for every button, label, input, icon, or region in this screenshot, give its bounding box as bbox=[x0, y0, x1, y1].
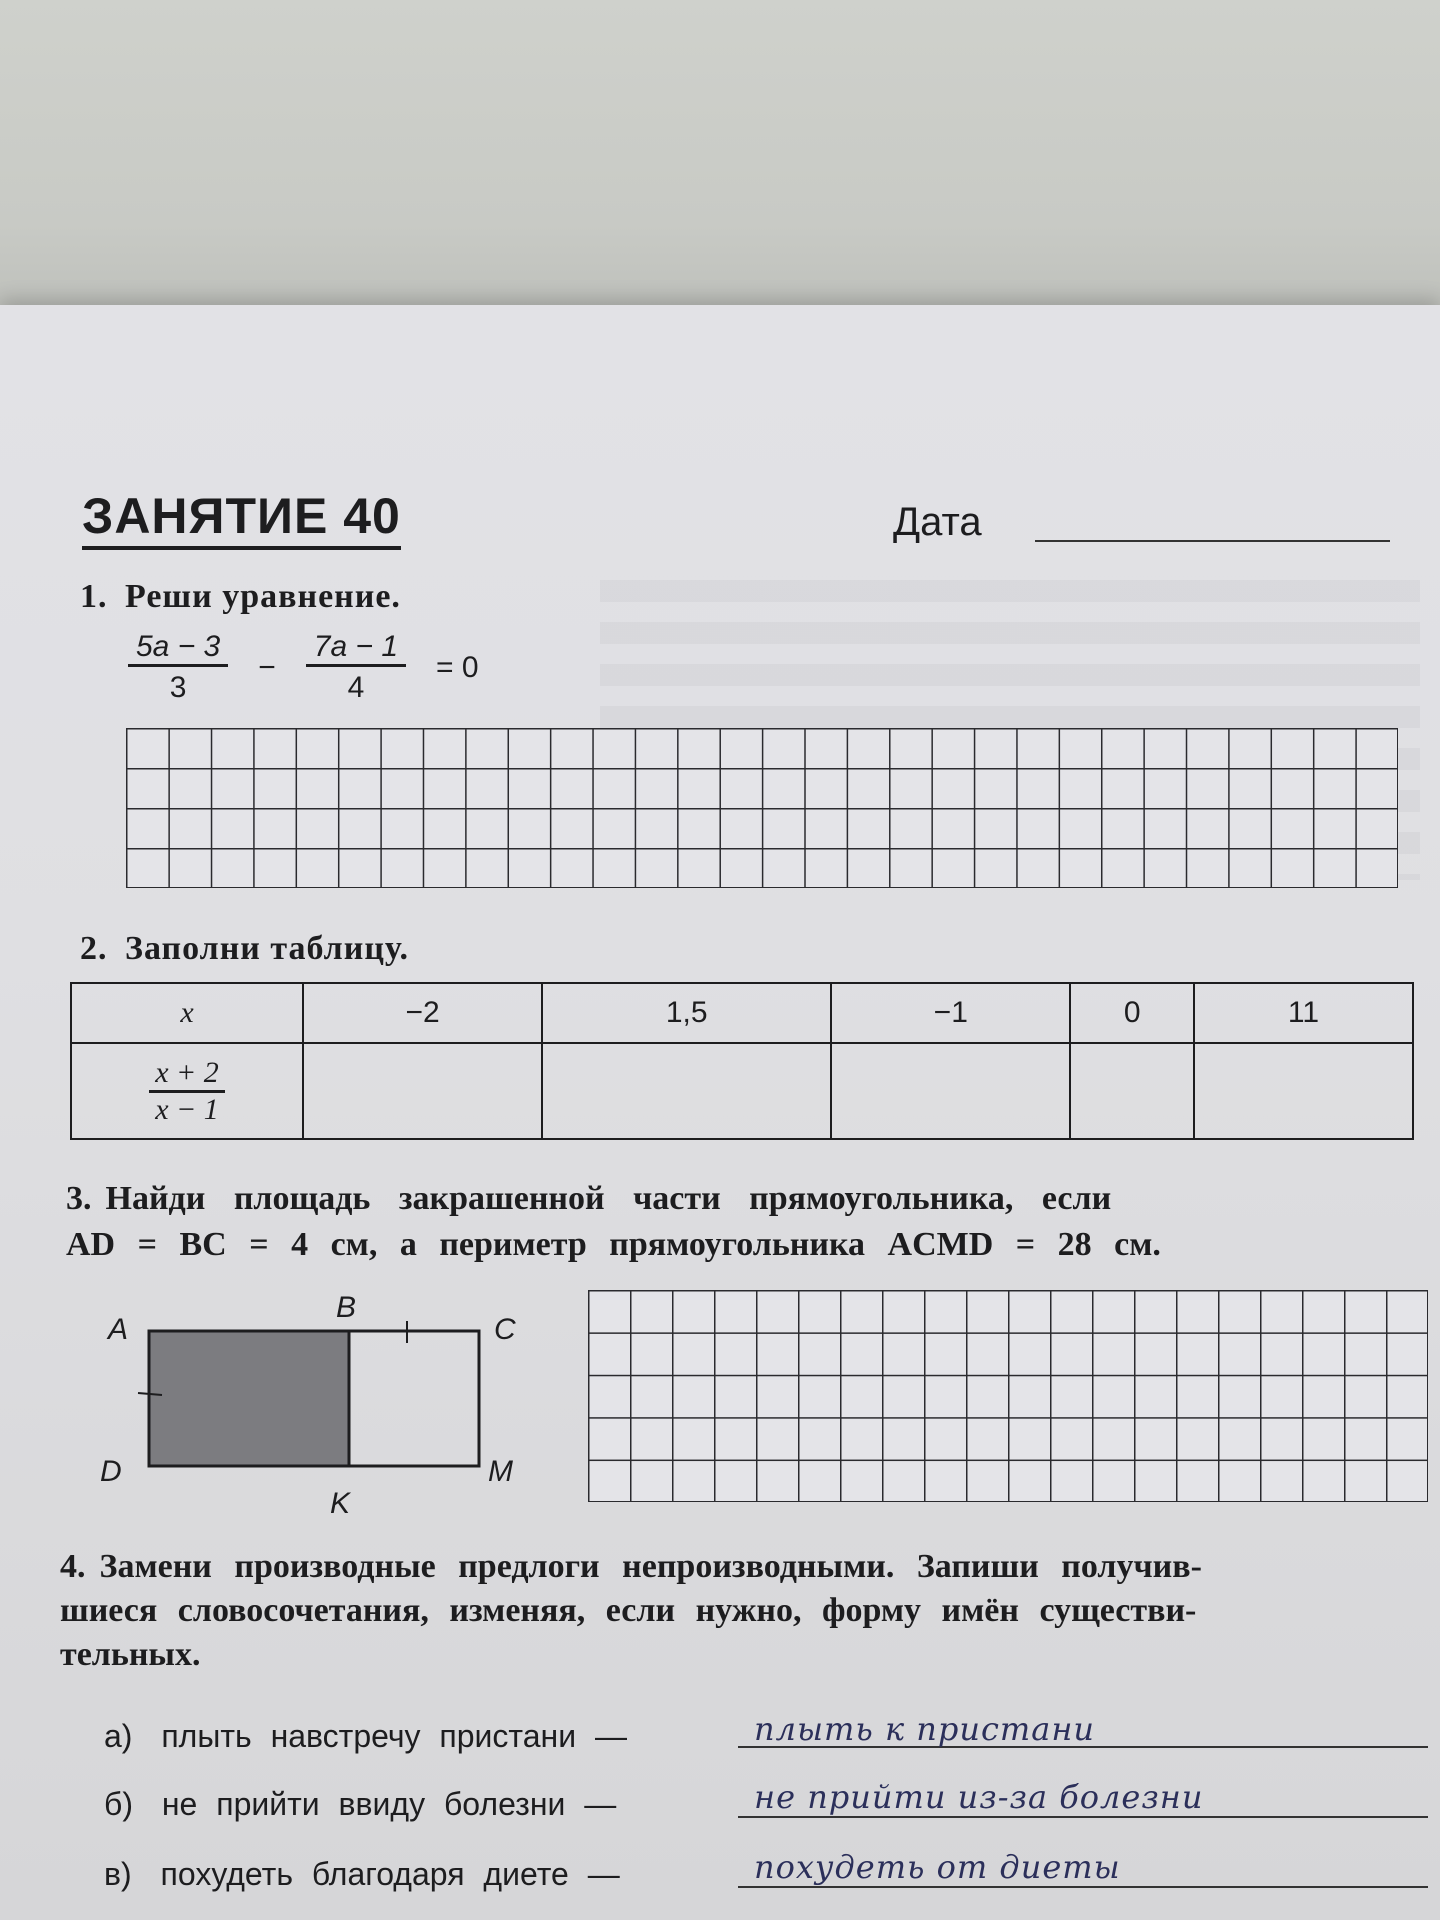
task1-text: Реши уравнение. bbox=[125, 578, 401, 615]
item-letter: в) bbox=[104, 1856, 132, 1892]
handwritten-answer-a: плыть к пристани bbox=[754, 1710, 1095, 1748]
task4-number: 4. bbox=[60, 1548, 86, 1585]
table-row-expression bbox=[71, 1043, 1413, 1139]
fraction-1-denominator: 3 bbox=[169, 671, 187, 704]
item-letter: а) bbox=[104, 1718, 133, 1754]
task4-line1 bbox=[60, 1548, 1430, 1586]
date-line bbox=[1035, 540, 1390, 542]
expression-numerator: x + 2 bbox=[149, 1056, 225, 1093]
date-label: Дата bbox=[893, 500, 982, 544]
task4-text-line1: Замени производные предлоги непроизводными. Запиши получив- bbox=[99, 1548, 1202, 1585]
task3-text-line2: AD = BC = 4 см, а периметр прямоугольника ACMD = 28 см. bbox=[66, 1226, 1161, 1263]
table-value-cell: −2 bbox=[303, 983, 542, 1043]
vertex-label-b: B bbox=[336, 1295, 357, 1324]
table-value-cell: 0 bbox=[1070, 983, 1193, 1043]
table-value-cell: 11 bbox=[1194, 983, 1413, 1043]
fraction-2 bbox=[306, 630, 406, 705]
equation-rhs: = 0 bbox=[436, 650, 479, 684]
task2-number: 2. bbox=[80, 930, 108, 967]
task2-table bbox=[70, 982, 1414, 1140]
task3-text-line1: Найди площадь закрашенной части прямоугольника, если bbox=[105, 1180, 1112, 1217]
item-letter: б) bbox=[104, 1786, 133, 1822]
vertex-label-d: D bbox=[100, 1455, 122, 1488]
task2-heading bbox=[80, 930, 409, 968]
fraction-2-numerator: 7a − 1 bbox=[306, 630, 406, 667]
task1-answer-grid[interactable] bbox=[126, 728, 1398, 888]
vertex-label-m: M bbox=[488, 1455, 513, 1488]
expression-denominator: x − 1 bbox=[155, 1092, 219, 1126]
page-title: ЗАНЯТИЕ 40 bbox=[82, 488, 401, 550]
task4-text-line3: тельных. bbox=[60, 1636, 201, 1673]
table-row-x bbox=[71, 983, 1413, 1043]
task2-text: Заполни таблицу. bbox=[125, 930, 410, 967]
table-header-expression bbox=[71, 1043, 303, 1139]
item-phrase: не прийти ввиду болезни — bbox=[161, 1786, 617, 1822]
task4-item-c bbox=[104, 1856, 620, 1893]
rectangle-figure bbox=[90, 1295, 550, 1535]
table-value-cell: −1 bbox=[831, 983, 1070, 1043]
item-phrase: похудеть благодаря диете — bbox=[160, 1856, 620, 1892]
table-answer-cell[interactable] bbox=[1070, 1043, 1193, 1139]
task1-heading bbox=[80, 578, 401, 616]
fraction-1-numerator: 5a − 3 bbox=[128, 630, 228, 667]
task3-line1 bbox=[66, 1180, 1422, 1218]
task1-equation bbox=[128, 630, 479, 705]
vertex-label-a: A bbox=[108, 1313, 129, 1346]
task4-item-b bbox=[104, 1786, 616, 1823]
shaded-region bbox=[149, 1331, 349, 1466]
table-answer-cell[interactable] bbox=[542, 1043, 831, 1139]
handwritten-answer-b: не прийти из-за болезни bbox=[754, 1778, 1204, 1816]
handwritten-answer-c: похудеть от диеты bbox=[754, 1848, 1121, 1886]
task3-answer-grid[interactable] bbox=[588, 1290, 1428, 1502]
task3-number: 3. bbox=[66, 1180, 92, 1217]
fraction-1 bbox=[128, 630, 228, 705]
equation-minus: − bbox=[258, 650, 276, 684]
table-answer-cell[interactable] bbox=[1194, 1043, 1413, 1139]
table-header-x: x bbox=[71, 983, 303, 1043]
fraction-2-denominator: 4 bbox=[347, 671, 365, 704]
task4-text-line2: шиеся словосочетания, изменяя, если нужно, форму имён существи- bbox=[60, 1592, 1197, 1629]
task1-number: 1. bbox=[80, 578, 108, 615]
table-answer-cell[interactable] bbox=[831, 1043, 1070, 1139]
table-value-cell: 1,5 bbox=[542, 983, 831, 1043]
vertex-label-c: C bbox=[494, 1313, 516, 1346]
table-answer-cell[interactable] bbox=[303, 1043, 542, 1139]
vertex-label-k: K bbox=[330, 1487, 351, 1520]
background-surface bbox=[0, 0, 1440, 320]
item-phrase: плыть навстречу пристани — bbox=[161, 1718, 627, 1754]
task4-item-a bbox=[104, 1718, 627, 1755]
